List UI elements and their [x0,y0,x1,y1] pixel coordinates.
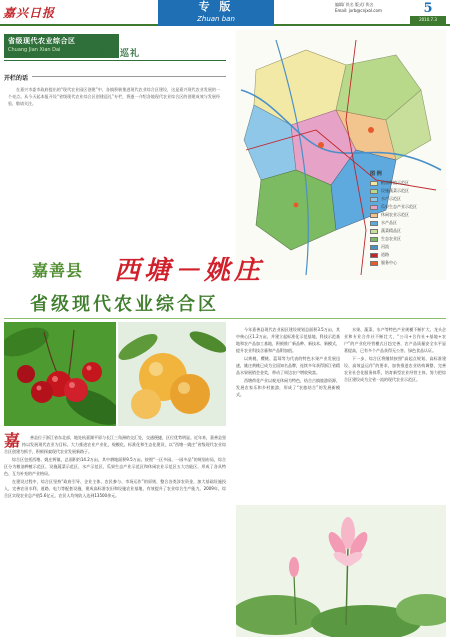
column-divider [4,60,226,61]
legend-swatch [370,197,378,202]
column-tag: 创建巡礼 [100,49,141,59]
article-column-left [4,431,227,499]
section-subtitle: Zhuan ban [197,15,235,23]
article-paragraph: 善县位于浙江省东北部，地处杭嘉湖平原与长江三角洲的交汇处，交通便捷，区位优势明显。近年来，嘉善县坚持以发展现代农业为目标，大力推进农业产业化、规模化、标准化和生态化建设，以“西塘－姚庄”省级现代农业综合区创建为抓手，积极探索现代农业发展新路子。 [4,435,227,454]
legend-item [370,187,448,195]
left-paragraphs [4,431,227,499]
intro-text: 在嘉兴市委市政府提出的“现代农业园区创建”中，各镇积极推进现代农业综合区建设，这是嘉兴现代农业发展的一个亮点。从今天起本报开设“省级现代农业综合区创建巡礼”专栏，将逐一介绍各地现代农业综合区的创建成效与发展经验，敬请关注。 [8,87,220,106]
legend-swatch [370,181,378,186]
legend-swatch [370,229,378,234]
legend-item [370,179,448,187]
legend-label: 水产示范区 [381,196,401,201]
section-banner [158,0,274,26]
legend-item [370,243,448,251]
cherry-fruit [31,381,53,403]
legend-label: 道路 [381,252,389,257]
column-label-en: Chuang Jian Xian Dai [8,47,61,53]
article-paragraph: 下一步，综合区将继续按照“高起点规划、高标准建设、高效益运作”的要求，加快推进农业结构调整，完善农业社会化服务体系，培育新型农业经营主体，努力把综合区建设成为全省一流的现代农业示范区。 [344,356,446,382]
editor-line: 编辑/ 佚名 版式/ 佚名 [335,2,374,7]
article-paragraph: 在建设过程中，综合区坚持“政府引导、企业主体、农民参与、市场运作”的原则，整合各类涉农资金，加大基础设施投入，完善农田水利、道路、电力等配套设施，建成高标准农田和设施农业基地，有效提升了农业综合生产能力。2009年，综合区实现农业总产值5.6亿元，农民人均纯收入达到13500余元。 [4,479,226,498]
article-column-right-b [344,326,446,383]
legend-swatch [370,237,378,242]
legend-item [370,251,448,259]
masthead-meta [335,2,405,14]
map-center-marker-2 [368,127,374,133]
intro-divider [32,76,226,77]
newspaper-logo: 嘉兴日报 [3,6,56,20]
legend-label: 河流 [381,244,389,249]
headline-title: 省级现代农业综合区 [30,294,219,315]
page-number: 5 [423,1,433,16]
legend-label: 水产品区 [381,220,397,225]
lotus-photo [236,505,446,637]
legend-item [370,195,448,203]
cherry-photo [4,322,116,426]
article-paragraph: 综合区包括西塘、姚庄两镇，总面积约14.2万亩，其中耕地面积9.5万亩。按照“一区多园、一园多品”的规划布局，综合区分为粮油种植示范区、设施蔬菜示范区、水产示范区、瓜果生态产业示范区和休闲农业示范区五大功能区，形成了各具特色、互为补充的产业格局。 [4,457,226,476]
article-paragraph: 西塘荷花产业以观光休闲为特色，结合古镇旅游资源，发展农家乐和乡村旅游，形成了“农旅结合”的发展新模式。 [236,378,340,397]
legend-title: 图 例 [370,171,382,177]
section-title: 专 版 [198,0,234,13]
right-a-paragraphs [236,326,340,398]
legend-swatch [370,261,378,266]
lotus-bud [289,557,299,577]
legend-item [370,259,448,267]
legend-item [370,211,448,219]
legend-swatch [370,213,378,218]
intro-label: 开栏的话 [4,75,29,82]
legend-item [370,203,448,211]
legend-swatch [370,189,378,194]
article-paragraph: 以黄桃、樱桃、蓝莓等为代表的特色水果产业发展迅速，姚庄黄桃已成为全国知名品牌，连续多年获得浙江省精品水果展销会金奖，带动了周边农户增收致富。 [236,356,340,375]
legend-label: 粮油种植示范区 [381,180,409,185]
legend-swatch [370,253,378,258]
map-center-marker [318,142,324,148]
legend-label: 蔬菜精品区 [381,228,401,233]
headline-town: 嘉善县 [32,261,84,280]
headline-brush: 西塘－姚庄 [114,256,265,286]
legend-label: 休闲农业示范区 [381,212,409,217]
legend-label: 瓜果生态产业示范区 [381,204,417,209]
legend-swatch [370,245,378,250]
cherry-fruit [17,365,35,383]
legend-label: 服务中心 [381,260,397,265]
map-legend [370,170,448,267]
legend-label: 生态农业区 [381,236,401,241]
dropcap: 嘉 [4,431,21,450]
peach-fruit [131,389,161,419]
peach-fruit [170,374,210,414]
legend-swatch [370,221,378,226]
cherry-fruit [64,378,88,402]
right-b-paragraphs [344,326,446,383]
email-line: Email: jxrb@cnjxol.com [335,8,382,13]
map-center-marker-3 [294,203,299,208]
legend-swatch [370,205,378,210]
peach-photo [118,322,226,426]
issue-date: 2010.7.3 [410,16,446,24]
headline-divider [4,318,446,319]
legend-item [370,227,448,235]
legend-list [370,179,448,267]
article-paragraph: 今年嘉善县现代农业园区建设规划总面积3.5万亩，其中核心区1.2万亩，并建立起标准化示范基地、科技示范基地和农产品加工基地，积极推广新品种、新技术、新模式，提升农业科技含量和产品附加值。 [236,327,340,353]
cherry-fruit [82,362,102,382]
legend-item [370,235,448,243]
legend-item [370,219,448,227]
article-paragraph: 水果、蔬菜、水产等特色产业规模不断扩大，龙头企业和专业合作社不断壮大，“公司+合作社+基地+农户”的产业化经营模式日趋完善，农产品质量安全水平显著提高，已有多个产品获得无公害、绿色食品认证。 [344,327,446,353]
column-label-cn: 省级现代农业综合区 [8,37,76,45]
article-column-right-a [236,326,340,398]
legend-label: 设施蔬菜示范区 [381,188,409,193]
masthead [0,0,450,26]
